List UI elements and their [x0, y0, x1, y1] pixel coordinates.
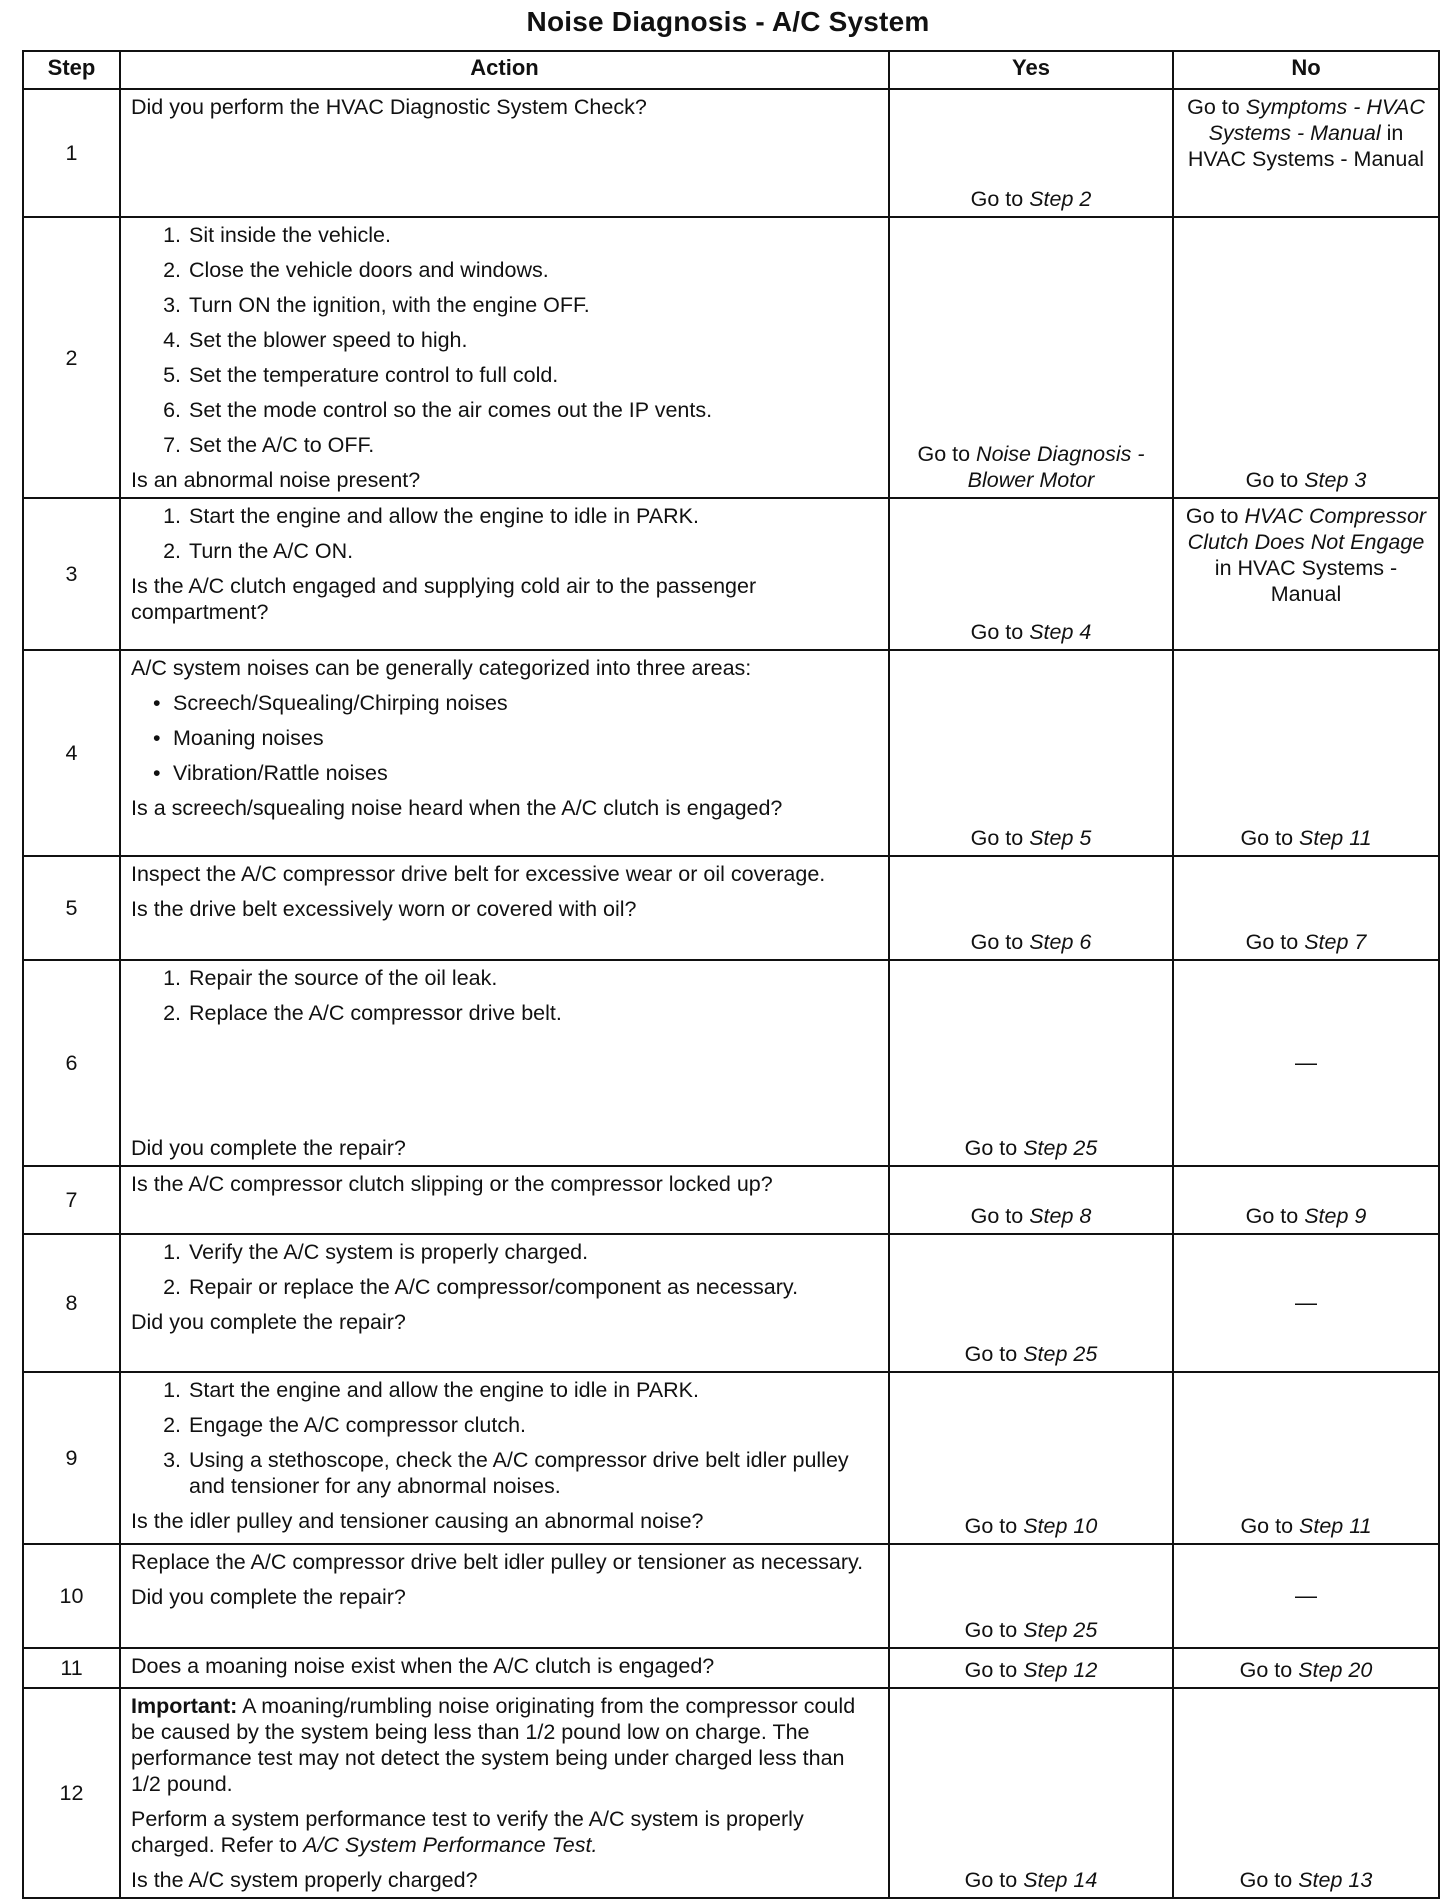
action-text: Perform a system performance test to verify the A/C system is properly charged. Refer to A/C System Performance Test.: [131, 1807, 804, 1857]
table-row: [23, 1234, 1439, 1372]
no-link[interactable]: Step 20: [1298, 1658, 1373, 1682]
go-to-label: Go to: [1185, 504, 1239, 528]
step-number: 7: [23, 1166, 120, 1234]
yes-cell: [889, 89, 1173, 217]
action-question: Did you complete the repair?: [131, 1585, 406, 1609]
action-cell: [120, 856, 889, 960]
yes-cell: [889, 1648, 1173, 1688]
list-item: 1. Sit inside the vehicle.: [163, 223, 391, 247]
no-link[interactable]: Step 11: [1299, 826, 1372, 850]
list-item: 2. Repair or replace the A/C compressor/component as necessary.: [163, 1275, 799, 1299]
list-item: 7. Set the A/C to OFF.: [163, 433, 375, 457]
header-no: No: [1173, 51, 1439, 89]
list-item: • Vibration/Rattle noises: [153, 761, 388, 785]
go-to-label: Go to: [1240, 826, 1294, 850]
action-cell: [120, 1544, 889, 1648]
list-item: 1. Start the engine and allow the engine to idle in PARK.: [163, 1378, 699, 1402]
table-row: [23, 960, 1439, 1166]
table-row: [23, 1166, 1439, 1234]
action-question: Does a moaning noise exist when the A/C clutch is engaged?: [131, 1654, 715, 1678]
list-item: 6. Set the mode control so the air comes out the IP vents.: [163, 398, 713, 422]
no-cell: [1173, 1688, 1439, 1898]
go-to-label: Go to: [970, 620, 1024, 644]
no-cell: [1173, 1166, 1439, 1234]
go-to-label: Go to: [1245, 930, 1299, 954]
no-cell: [1173, 1648, 1439, 1688]
go-to-label: Go to: [964, 1618, 1018, 1642]
step-number: 1: [23, 89, 120, 217]
action-question: Is a screech/squealing noise heard when the A/C clutch is engaged?: [131, 796, 783, 820]
go-to-label: Go to: [964, 1514, 1018, 1538]
go-to-label: Go to: [970, 187, 1024, 211]
go-to-label: Go to: [970, 826, 1024, 850]
list-item: 4. Set the blower speed to high.: [163, 328, 468, 352]
step-number: 12: [23, 1688, 120, 1898]
list-item: 2. Turn the A/C ON.: [163, 539, 354, 563]
action-cell: [120, 498, 889, 650]
yes-link[interactable]: Step 4: [1029, 620, 1092, 644]
action-steps: [131, 1239, 878, 1300]
go-to-label: Go to: [1245, 468, 1299, 492]
step-number: 11: [23, 1648, 120, 1688]
go-to-label: Go to: [1240, 1514, 1294, 1538]
yes-cell: [889, 960, 1173, 1166]
action-cell: [120, 650, 889, 856]
header-action: Action: [120, 51, 889, 89]
no-cell: [1173, 1234, 1439, 1372]
list-item: • Moaning noises: [153, 726, 324, 750]
table-row: [23, 856, 1439, 960]
no-cell: [1173, 1544, 1439, 1648]
yes-cell: [889, 1166, 1173, 1234]
no-link[interactable]: Symptoms - HVAC Systems - Manual: [1208, 95, 1425, 145]
important-text: A moaning/rumbling noise originating from the compressor could be caused by the system being less than 1/2 pound low on charge. The performance test may not detect the system being under charged less than 1/2 pound.: [131, 1694, 856, 1796]
in-label: in: [1386, 121, 1404, 145]
action-cell: [120, 1234, 889, 1372]
action-text: Did you perform the HVAC Diagnostic System Check?: [131, 95, 647, 119]
list-item: 3. Using a stethoscope, check the A/C compressor drive belt idler pulley and tensioner for any abnormal noises.: [163, 1448, 849, 1498]
action-cell: [120, 89, 889, 217]
table-row: [23, 650, 1439, 856]
yes-link[interactable]: Step 5: [1029, 826, 1092, 850]
step-number: 3: [23, 498, 120, 650]
list-item: 2. Replace the A/C compressor drive belt.: [163, 1001, 562, 1025]
step-number: 10: [23, 1544, 120, 1648]
table-row: [23, 89, 1439, 217]
list-item: 1. Start the engine and allow the engine to idle in PARK.: [163, 504, 699, 528]
action-question: Is the A/C compressor clutch slipping or the compressor locked up?: [131, 1172, 773, 1196]
no-cell: [1173, 960, 1439, 1166]
list-item: 1. Verify the A/C system is properly charged.: [163, 1240, 589, 1264]
action-question: Is the A/C clutch engaged and supplying cold air to the passenger compartment?: [131, 574, 757, 624]
yes-link[interactable]: Noise Diagnosis - Blower Motor: [967, 442, 1145, 492]
no-tail: HVAC Systems - Manual: [1187, 147, 1425, 171]
table-header-row: [23, 51, 1439, 89]
list-item: • Screech/Squealing/Chirping noises: [153, 691, 508, 715]
go-to-label: Go to: [964, 1342, 1018, 1366]
step-number: 8: [23, 1234, 120, 1372]
important-label: Important:: [131, 1694, 238, 1718]
header-step: Step: [23, 51, 120, 89]
go-to-label: Go to: [1245, 1204, 1299, 1228]
yes-link[interactable]: Step 25: [1023, 1342, 1098, 1366]
action-question: Is the A/C system properly charged?: [131, 1868, 478, 1892]
action-cell: [120, 1688, 889, 1898]
diagnosis-table: [22, 50, 1440, 1899]
performance-test-link[interactable]: A/C System Performance Test.: [303, 1833, 598, 1857]
step-number: 6: [23, 960, 120, 1166]
no-link[interactable]: Step 7: [1304, 930, 1367, 954]
important-note: [131, 1693, 878, 1797]
yes-link[interactable]: Step 10: [1023, 1514, 1098, 1538]
action-steps: [131, 1377, 878, 1499]
page-title: Noise Diagnosis - A/C System: [526, 6, 930, 37]
action-question: Is the idler pulley and tensioner causing an abnormal noise?: [131, 1509, 704, 1533]
go-to-label: Go to: [1239, 1658, 1293, 1682]
action-text: Replace the A/C compressor drive belt idler pulley or tensioner as necessary.: [131, 1550, 864, 1574]
yes-cell: [889, 1688, 1173, 1898]
no-cell: [1173, 650, 1439, 856]
yes-cell: [889, 1372, 1173, 1544]
go-to-label: Go to: [964, 1658, 1018, 1682]
action-text: A/C system noises can be generally categorized into three areas:: [131, 656, 752, 680]
yes-link[interactable]: Step 12: [1023, 1658, 1098, 1682]
list-item: 3. Turn ON the ignition, with the engine OFF.: [163, 293, 590, 317]
no-dash: —: [1295, 1290, 1317, 1315]
no-link[interactable]: Step 3: [1304, 468, 1367, 492]
action-steps: [131, 222, 878, 458]
go-to-label: Go to: [964, 1868, 1018, 1892]
action-cell: [120, 217, 889, 498]
noise-categories: [131, 690, 878, 786]
yes-link[interactable]: Step 6: [1029, 930, 1092, 954]
no-cell: [1173, 1372, 1439, 1544]
table-row: [23, 1688, 1439, 1898]
in-label: in: [1214, 556, 1232, 580]
no-link[interactable]: HVAC Compressor Clutch Does Not Engage: [1187, 504, 1427, 554]
list-item: 2. Close the vehicle doors and windows.: [163, 258, 549, 282]
yes-cell: [889, 498, 1173, 650]
go-to-label: Go to: [1187, 95, 1240, 119]
yes-link[interactable]: Step 8: [1029, 1204, 1092, 1228]
go-to-label: Go to: [964, 1136, 1018, 1160]
no-cell: [1173, 89, 1439, 217]
table-row: [23, 1372, 1439, 1544]
yes-cell: [889, 856, 1173, 960]
yes-link[interactable]: Step 2: [1029, 187, 1092, 211]
yes-link[interactable]: Step 14: [1023, 1868, 1098, 1892]
table-row: [23, 498, 1439, 650]
table-row: [23, 217, 1439, 498]
yes-cell: [889, 650, 1173, 856]
yes-link[interactable]: Step 25: [1023, 1618, 1098, 1642]
go-to-label: Go to: [1239, 1868, 1293, 1892]
no-cell: [1173, 498, 1439, 650]
action-question: Is the drive belt excessively worn or covered with oil?: [131, 897, 637, 921]
list-item: 5. Set the temperature control to full cold.: [163, 363, 559, 387]
table-row: [23, 1648, 1439, 1688]
action-cell: [120, 1648, 889, 1688]
no-dash: —: [1295, 1583, 1317, 1608]
no-dash: —: [1295, 1050, 1317, 1075]
no-tail: HVAC Systems - Manual: [1237, 556, 1398, 606]
go-to-label: Go to: [970, 1204, 1024, 1228]
step-number: 9: [23, 1372, 120, 1544]
action-question: Is an abnormal noise present?: [131, 468, 421, 492]
list-item: 1. Repair the source of the oil leak.: [163, 966, 498, 990]
yes-link[interactable]: Step 25: [1023, 1136, 1098, 1160]
no-link[interactable]: Step 9: [1304, 1204, 1367, 1228]
header-yes: Yes: [889, 51, 1173, 89]
step-number: 5: [23, 856, 120, 960]
yes-cell: [889, 1544, 1173, 1648]
action-cell: [120, 960, 889, 1166]
action-question: Did you complete the repair?: [131, 1136, 406, 1160]
step-number: 4: [23, 650, 120, 856]
yes-cell: [889, 1234, 1173, 1372]
table-row: [23, 1544, 1439, 1648]
yes-cell: [889, 217, 1173, 498]
step-number: 2: [23, 217, 120, 498]
action-text: Inspect the A/C compressor drive belt for excessive wear or oil coverage.: [131, 862, 826, 886]
action-cell: [120, 1372, 889, 1544]
action-cell: [120, 1166, 889, 1234]
action-steps: [131, 965, 878, 1026]
action-steps: [131, 503, 878, 564]
go-to-label: Go to: [917, 442, 971, 466]
no-cell: [1173, 217, 1439, 498]
no-link[interactable]: Step 11: [1299, 1514, 1372, 1538]
go-to-label: Go to: [970, 930, 1024, 954]
list-item: 2. Engage the A/C compressor clutch.: [163, 1413, 527, 1437]
action-question: Did you complete the repair?: [131, 1310, 406, 1334]
no-link[interactable]: Step 13: [1298, 1868, 1373, 1892]
no-cell: [1173, 856, 1439, 960]
